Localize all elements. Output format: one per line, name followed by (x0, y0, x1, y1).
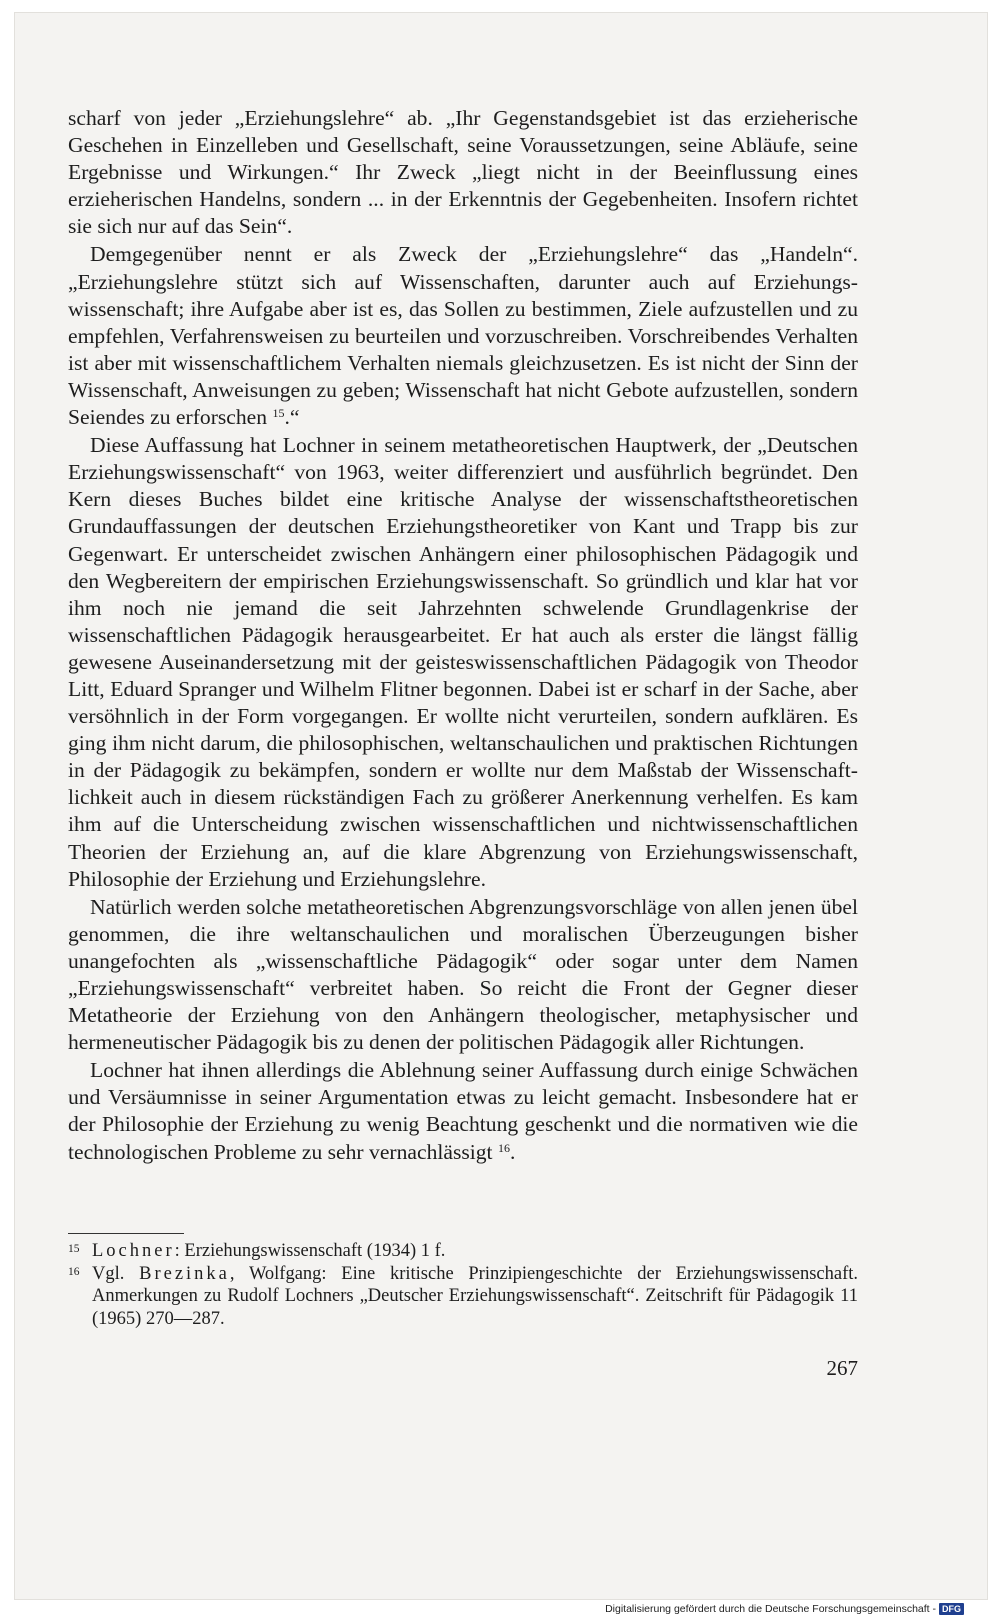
footnote-number: 16 (68, 1265, 80, 1278)
footnote-ref-16: 16 (497, 1140, 510, 1155)
body-text (68, 105, 858, 1167)
footnote-ref-15: 15 (272, 406, 285, 421)
footnote-divider (68, 1233, 184, 1234)
footnotes (68, 1240, 858, 1330)
footnote-16: 16 Vgl. Brezinka, Wolfgang: Eine kritische Prinzipiengeschichte der Erziehungswissenschaft. Anmerkungen zu Rudolf Lochners „Deutscher Erziehungswissenschaft“. Zeitschrift für Pädagogik 11 (1965) 270—287. (68, 1263, 858, 1331)
page-number: 267 (826, 1356, 858, 1380)
dfg-logo: DFG (939, 1603, 964, 1615)
paragraph-4: Natürlich werden solche metatheoretischen Abgrenzungsvorschläge von allen jenen übel genommen, die ihre weltanschaulichen und moralischen Überzeugungen bisher unangefochten als „wissenschaftliche Pädagogik“ oder sogar unter dem Namen „Erziehungswissenschaft“ verbreitet haben. So reicht die Front der Gegner dieser Metatheorie der Erziehung von den Anhängern theologischer, metaphysischer und hermeneutischer Pädagogik bis zu denen der politischen Pädagogik aller Richtungen. (68, 894, 858, 1055)
credit-text: Digitalisierung gefördert durch die Deutsche Forschungsgemeinschaft - (605, 1603, 936, 1615)
footnote-15: 15 Lochner: Erziehungswissenschaft (1934) 1 f. (68, 1240, 858, 1263)
paragraph-2: Demgegenüber nennt er als Zweck der „Erziehungslehre“ das „Handeln“. „Erziehungslehre stützt sich auf Wissenschaften, darunter auch auf Erziehungswissenschaft; ihre Aufgabe aber ist es, das Sollen zu bestimmen, Ziele aufzustellen und zu empfehlen, Verfahrensweisen zu beurteilen und vorzuschreiben. Vorschreibendes Verhalten ist aber mit wissenschaftlichem Verhalten niemals gleichzusetzen. Es ist nicht der Sinn der Wissenschaft, Anweisungen zu geben; Wissenschaft hat nicht Gebote aufzustellen, sondern Seiendes zu erforschen $^{15}$.“ (68, 242, 858, 430)
paragraph-3: Diese Auffassung hat Lochner in seinem metatheoretischen Hauptwerk, der „Deutschen Erziehungswissenschaft“ von 1963, weiter differenziert und ausführlich begründet. Den Kern dieses Buches bildet eine kritische Analyse der wissenschaftstheoretischen Grundauffassungen der deutschen Erziehungstheoretiker von Kant und Trapp bis zur Gegenwart. Er unterscheidet zwischen Anhängern einer philosophischen Pädagogik und den Wegbereitern der empirischen Erziehungswissenschaft. So gründlich und klar hat vor ihm noch nie jemand die seit Jahrzehnten schwelende Grundlagenkrise der wissenschaftlichen Pädagogik herausgearbeitet. Er hat auch als erster die längst fällig gewesene Auseinandersetzung mit der geisteswissenschaftlichen Pädagogik von Theodor Litt, Eduard Spranger und Wilhelm Flitner begonnen. Dabei ist er scharf in der Sache, aber versöhnlich in der Form vorgegangen. Er wollte nicht verurteilen, sondern aufklären. Es ging ihm nicht darum, die philosophischen, weltanschaulichen und praktischen Richtungen in der Pädagogik zu bekämpfen, sondern er wollte nur dem Maßstab der Wissenschaftlichkeit auch in diesem rückständigen Fach zu größerer Anerkennung verhelfen. Es kam ihm auf die Unterscheidung zwischen wissenschaftlichen und nichtwissenschaftlichen Theorien der Erziehung an, auf die klare Abgrenzung von Erziehungswissenschaft, Philosophie der Erziehung und Erziehungslehre. (68, 433, 858, 891)
footnote-author: Lochner (92, 1241, 175, 1261)
digitization-credit (605, 1603, 964, 1615)
footnote-author: Brezinka (139, 1263, 230, 1284)
footnote-number: 15 (68, 1243, 80, 1255)
paragraph-1: scharf von jeder „Erziehungslehre“ ab. „Ihr Gegenstandsgebiet ist das erzieherische Geschehen in Einzelleben und Gesellschaft, seine Voraussetzungen, seine Abläufe, seine Ergebnisse und Wirkungen.“ Ihr Zweck „liegt nicht in der Beeinflussung eines erzieherischen Handelns, sondern ... in der Erkenntnis der Gegebenheiten. Insofern richtet sie sich nur auf das Sein“. (68, 106, 858, 239)
paragraph-5: Lochner hat ihnen allerdings die Ablehnung seiner Auffassung durch einige Schwächen und Versäumnisse in seiner Argumentation etwas zu leicht gemacht. Insbesondere hat er der Philosophie der Erziehung zu wenig Beachtung geschenkt und die normativen wie die technologischen Probleme zu sehr vernachlässigt $^{16}$. (68, 1058, 858, 1164)
